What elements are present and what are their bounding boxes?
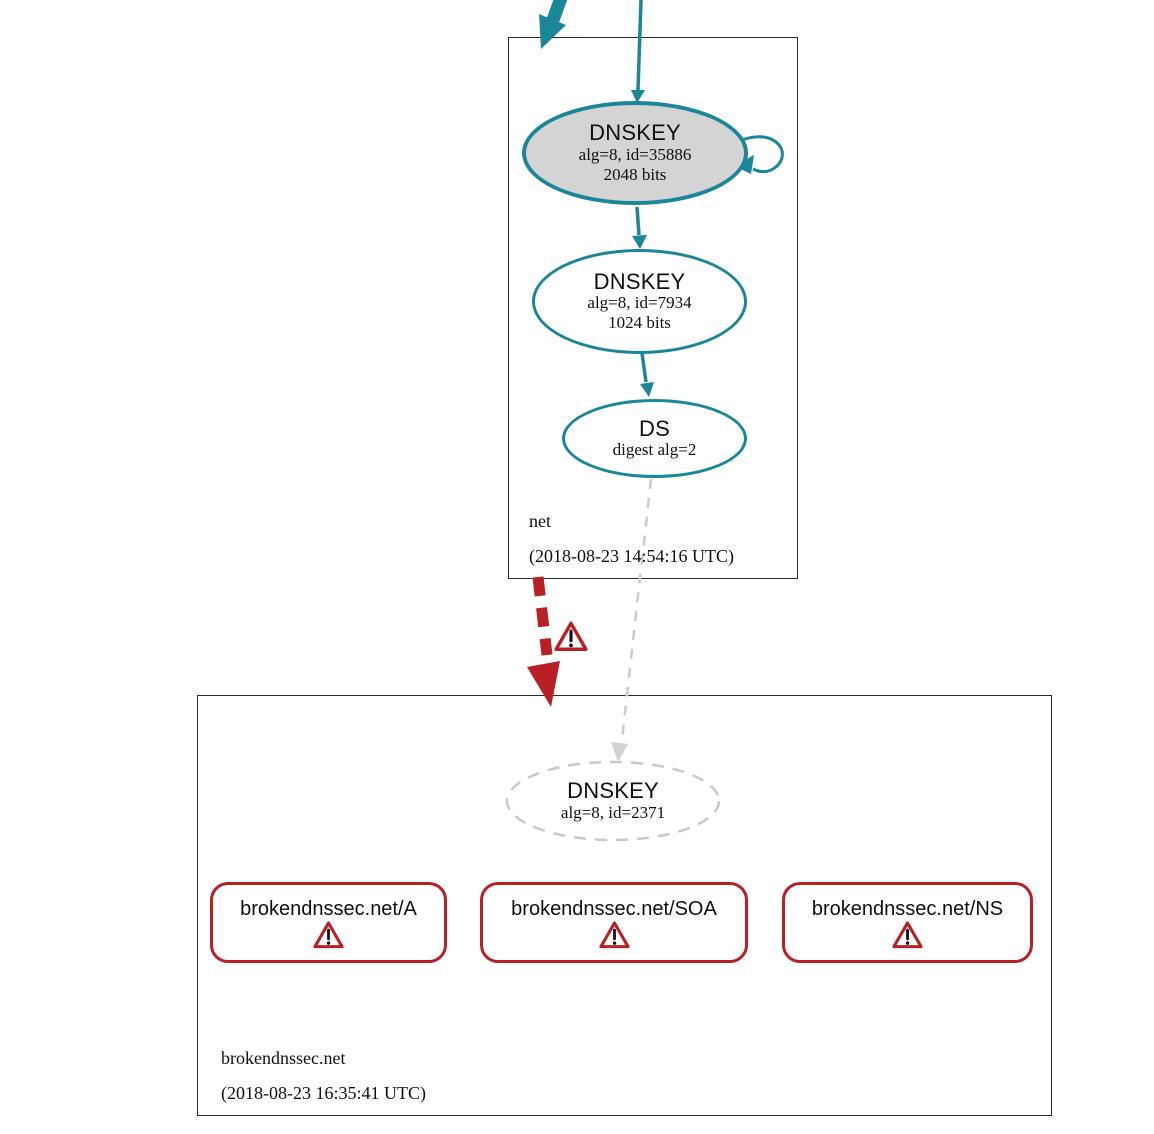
rrset-label: brokendnssec.net/A [240, 898, 417, 920]
node-dnskey-35886[interactable] [522, 101, 748, 205]
zone-brokendnssec-timestamp: (2018-08-23 16:35:41 UTC) [221, 1083, 426, 1103]
rrset-brokendnssec-net-ns[interactable] [782, 882, 1033, 963]
edge-dnskey-7934-to-ds [640, 353, 654, 397]
node-bits: 2048 bits [603, 164, 667, 184]
zone-brokendnssec-label: brokendnssec.net [221, 1048, 346, 1068]
zone-net-label: net [529, 511, 551, 531]
warning-icon [313, 921, 344, 949]
node-ds[interactable] [562, 399, 747, 478]
warning-icon [599, 921, 630, 949]
node-title: DNSKEY [589, 120, 681, 146]
rrset-label: brokendnssec.net/SOA [511, 898, 717, 920]
node-title: DNSKEY [593, 268, 686, 294]
edge-parent-to-dnskey-35886 [631, 0, 645, 103]
edge-ds-to-dnskey-2371 [611, 479, 651, 762]
warning-icon [554, 621, 588, 652]
rrset-label: brokendnssec.net/NS [811, 898, 1004, 920]
edge-parent-to-net-zone [539, 0, 569, 49]
node-title: DNSKEY [567, 778, 659, 804]
zone-net-timestamp: (2018-08-23 14:54:16 UTC) [529, 546, 734, 566]
node-meta: digest alg=2 [612, 440, 697, 460]
rrset-brokendnssec-net-soa[interactable] [480, 882, 748, 963]
node-meta: alg=8, id=7934 [587, 293, 692, 312]
node-meta: alg=8, id=35886 [578, 144, 692, 164]
edge-dnskey-35886-to-dnskey-7934 [632, 207, 647, 249]
warning-icon [892, 921, 923, 949]
rrset-brokendnssec-net-a[interactable] [210, 882, 447, 963]
node-dnskey-2371[interactable] [507, 763, 719, 839]
node-bits: 1024 bits [608, 313, 671, 333]
node-title: DS [639, 415, 670, 441]
node-dnskey-7934[interactable] [532, 249, 747, 354]
node-meta: alg=8, id=2371 [560, 802, 666, 822]
